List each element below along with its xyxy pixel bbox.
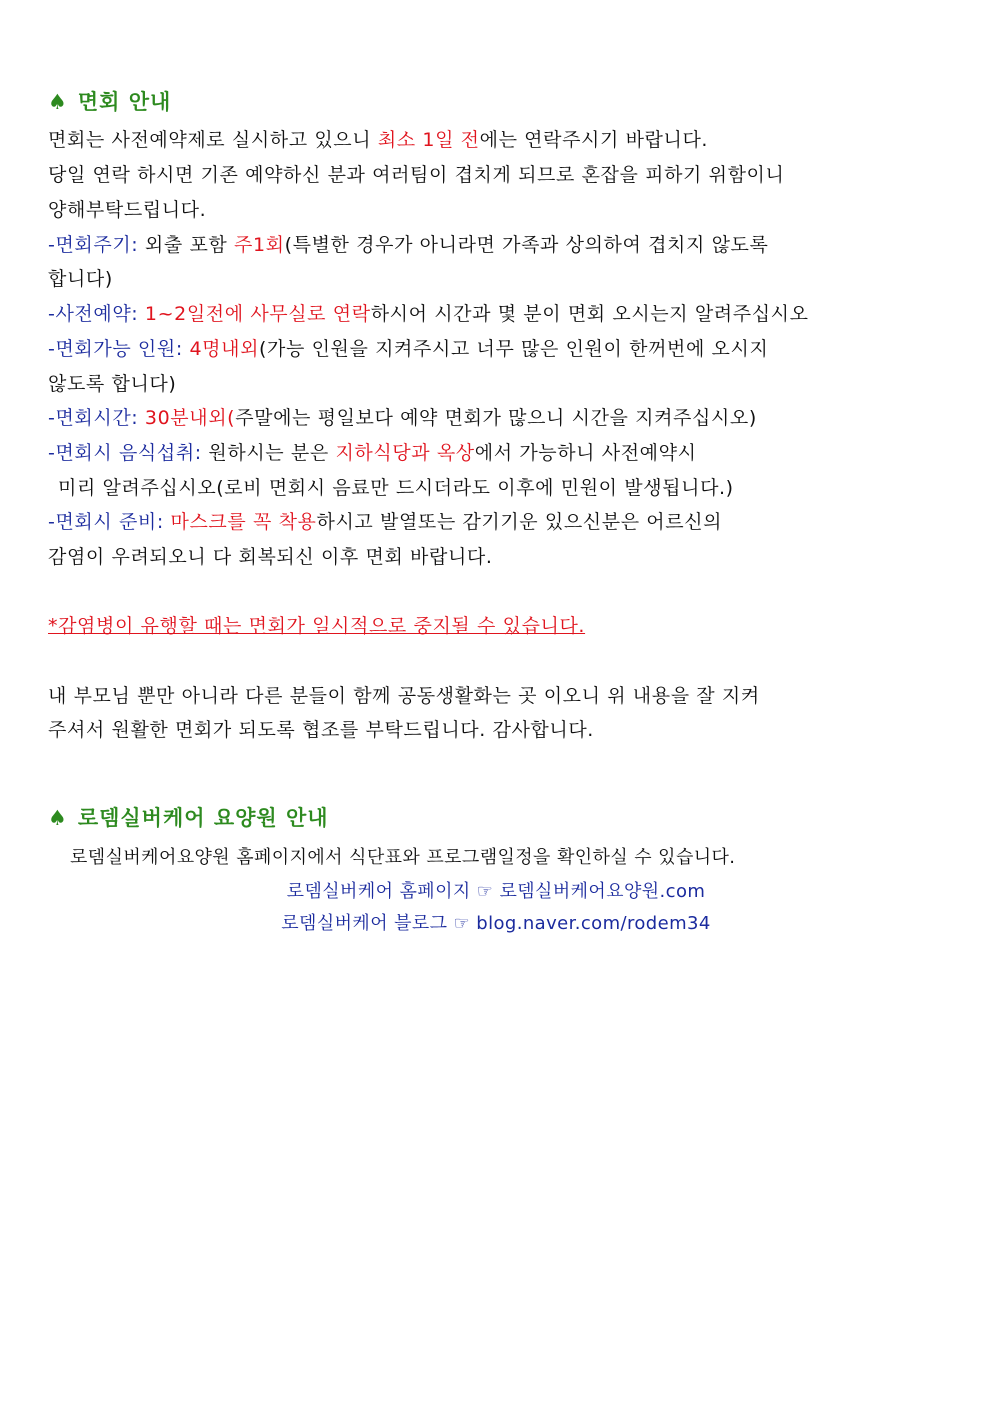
time-item: -면회시간: 30분내외(주말에는 평일보다 예약 면회가 많으니 시간을 지켜주십시오) xyxy=(48,407,757,429)
people-item-cont: 않도록 합니다) xyxy=(48,373,177,395)
intro-line-3: 양해부탁드립니다. xyxy=(48,199,207,221)
cycle-item: -면회주기: 외출 포함 주1회(특별한 경우가 아니라면 가족과 상의하여 겹치지 않도록 xyxy=(48,234,769,256)
blog-link[interactable]: 로뎀실버케어 블로그 ☞ blog.naver.com/rodem34 xyxy=(281,913,711,934)
homepage-link[interactable]: 로뎀실버케어 홈페이지 ☞ 로뎀실버케어요양원.com xyxy=(286,881,706,902)
rodem-description: 로뎀실버케어요양원 홈페이지에서 식단표와 프로그램일정을 확인하실 수 있습니다. xyxy=(70,847,736,868)
closing-line-1: 내 부모님 뿐만 아니라 다른 분들이 함께 공동생활화는 곳 이오니 위 내용을 잘 지켜 xyxy=(48,685,760,707)
suspension-notice: *감염병이 유행할 때는 면회가 일시적으로 중지될 수 있습니다. xyxy=(48,615,586,637)
closing-line-2: 주셔서 원활한 면회가 되도록 협조를 부탁드립니다. 감사합니다. xyxy=(48,719,594,741)
food-item: -면회시 음식섭취: 원하시는 분은 지하식당과 옥상에서 가능하니 사전예약시 xyxy=(48,442,697,464)
food-item-cont: 미리 알려주십시오(로비 면회시 음료만 드시더라도 이후에 민원이 발생됩니다.) xyxy=(58,477,734,499)
prep-item: -면회시 준비: 마스크를 꼭 착용하시고 발열또는 감기기운 있으신분은 어르신의 xyxy=(48,511,723,533)
visit-heading: ♠ 면회 안내 xyxy=(48,90,172,114)
intro-line-1: 면회는 사전예약제로 실시하고 있으니 최소 1일 전에는 연락주시기 바랍니다. xyxy=(48,129,709,151)
reserve-item: -사전예약: 1~2일전에 사무실로 연락하시어 시간과 몇 분이 면회 오시는지 알려주십시오 xyxy=(48,303,809,325)
spade-icon: ♠ xyxy=(48,90,68,114)
intro-line-2: 당일 연락 하시면 기존 예약하신 분과 여러팀이 겹치게 되므로 혼잡을 피하기 위함이니 xyxy=(48,164,785,186)
people-item: -면회가능 인원: 4명내외(가능 인원을 지켜주시고 너무 많은 인원이 한꺼번에 오시지 xyxy=(48,338,769,360)
cycle-item-cont: 합니다) xyxy=(48,268,113,290)
prep-item-cont: 감염이 우려되오니 다 회복되신 이후 면회 바랍니다. xyxy=(48,546,493,568)
rodem-heading: ♠ 로뎀실버케어 요양원 안내 xyxy=(48,806,329,830)
spade-icon: ♠ xyxy=(48,806,68,830)
